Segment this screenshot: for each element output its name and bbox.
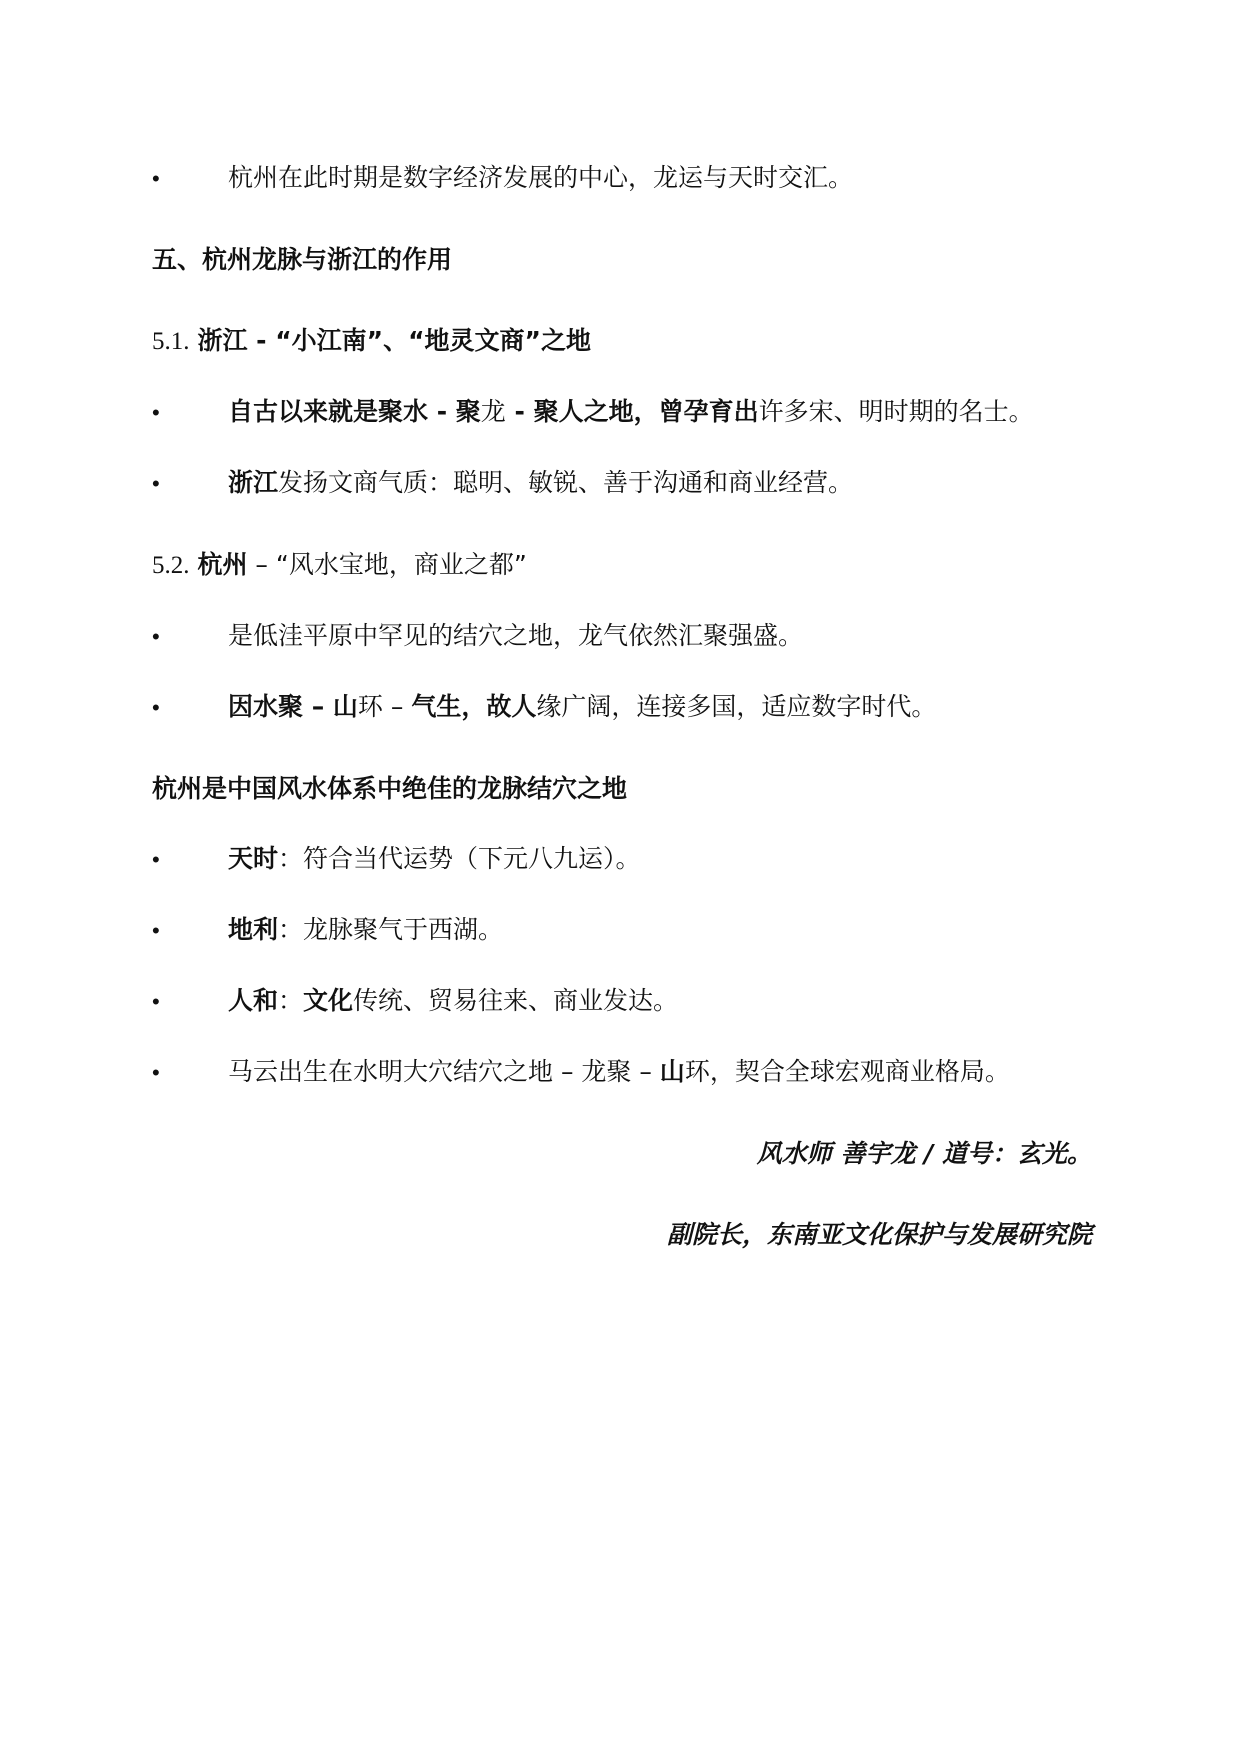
bullet-text-bold: 天时 [228, 844, 279, 873]
bullet-text: 杭州在此时期是数字经济发展的中心，龙运与天时交汇。 [228, 163, 854, 192]
bullet-item-zhejiang-history [152, 384, 1092, 441]
subsection-5-2 [152, 537, 1092, 594]
bullet-text-bold: 浙江 [228, 468, 279, 497]
bullet-icon: • [152, 400, 160, 425]
subsection-title: 浙江 - “小江南”、“地灵文商”之地 [197, 326, 591, 355]
signature-author: 风水师 善宇龙 / 道号：玄光。 [756, 1139, 1092, 1168]
bullet-icon: • [152, 624, 160, 649]
bullet-text: ：龙脉聚气于西湖。 [278, 915, 504, 944]
subsection-title: – “风水宝地，商业之都” [247, 550, 527, 579]
summary-heading: 杭州是中国风水体系中绝佳的龙脉结穴之地 [152, 774, 628, 803]
subsection-title-bold: 杭州 [197, 550, 248, 579]
bullet-item-tianshi [152, 831, 1092, 888]
bullet-item-renhe [152, 973, 1092, 1030]
bullet-item-hangzhou-plain [152, 608, 1092, 665]
bullet-text: 是低洼平原中罕见的结穴之地，龙气依然汇聚强盛。 [228, 621, 804, 650]
bullet-text-bold: 气生，故人 [411, 692, 537, 721]
bullet-item-jack-ma [152, 1044, 1092, 1101]
bullet-item-zhejiang-culture [152, 455, 1092, 512]
bullet-item-hangzhou-water [152, 679, 1092, 736]
bullet-text: 马云出生在水明大穴结穴之地 – 龙聚 – [228, 1057, 660, 1086]
bullet-text: 许多宋、明时期的名士。 [758, 397, 1034, 426]
signature-title: 副院长，东南亚文化保护与发展研究院 [666, 1220, 1092, 1249]
subsection-number: 5.1. [152, 328, 190, 355]
bullet-icon: • [152, 471, 160, 496]
subsection-number: 5.2. [152, 552, 190, 579]
bullet-icon: • [152, 989, 160, 1014]
bullet-icon: • [152, 1060, 160, 1085]
bullet-text: 环，契合全球宏观商业格局。 [684, 1057, 1010, 1086]
bullet-icon: • [152, 847, 160, 872]
bullet-text-bold: 自古以来就是聚水 - 聚 [228, 397, 481, 426]
bullet-text: 环 – [357, 692, 412, 721]
bullet-text-bold: 文化 [303, 986, 354, 1015]
subsection-5-1 [152, 313, 1092, 370]
bullet-icon: • [152, 695, 160, 720]
bullet-text: ： [278, 986, 304, 1015]
bullet-item-hangzhou-digital [152, 150, 1092, 207]
bullet-text-bold: 因水聚 – 山 [228, 692, 358, 721]
bullet-text: 缘广阔，连接多国，适应数字时代。 [536, 692, 937, 721]
bullet-icon: • [152, 166, 160, 191]
bullet-text-bold: 山 [659, 1057, 685, 1086]
bullet-text: 发扬文商气质：聪明、敏锐、善于沟通和商业经营。 [278, 468, 854, 497]
bullet-item-dili [152, 902, 1092, 959]
bullet-text: 龙 [480, 397, 506, 426]
section-heading-5: 五、杭州龙脉与浙江的作用 [152, 245, 453, 274]
bullet-text-bold: 地利 [228, 915, 279, 944]
document-page [152, 150, 1092, 1277]
bullet-text: ：符合当代运势（下元八九运）。 [278, 844, 641, 873]
bullet-icon: • [152, 918, 160, 943]
bullet-text-bold: - 聚人之地，曾孕育出 [505, 397, 759, 426]
bullet-text-bold: 人和 [228, 986, 279, 1015]
bullet-text: 传统、贸易往来、商业发达。 [353, 986, 679, 1015]
